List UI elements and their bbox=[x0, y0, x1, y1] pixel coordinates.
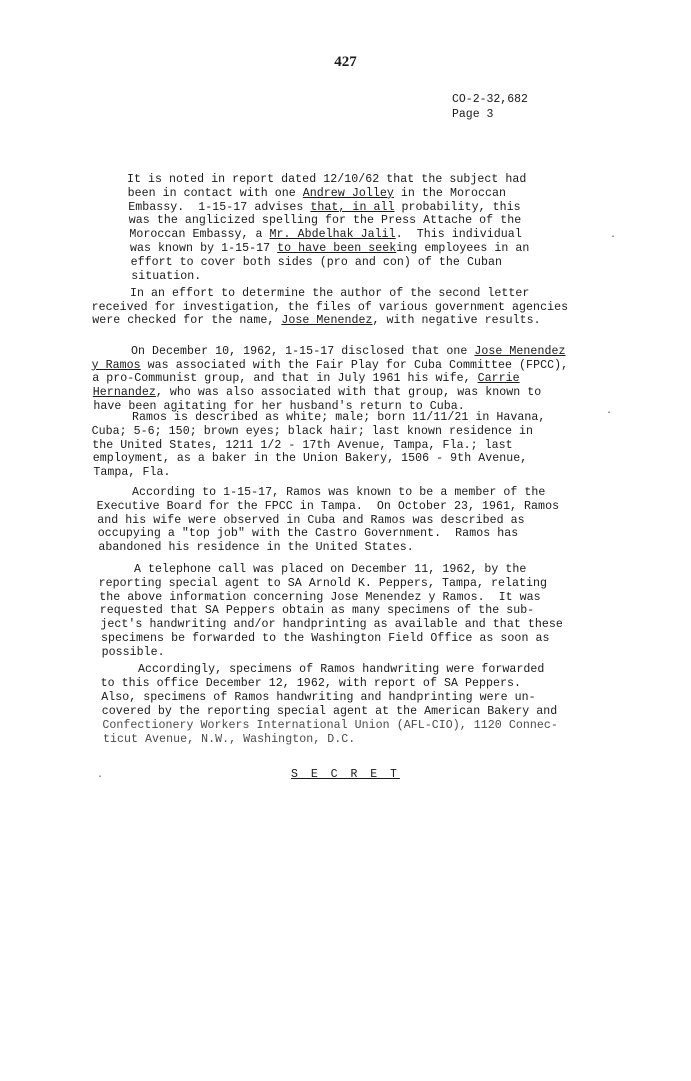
text-segment: specimens be forwarded to the Washington Field Office as soon as bbox=[101, 632, 550, 645]
text-line bbox=[100, 604, 534, 618]
text-line bbox=[101, 632, 549, 646]
text-segment: effort to cover both sides (pro and con) of the Cuban bbox=[130, 255, 502, 269]
text-line bbox=[134, 563, 526, 577]
margin-mark: · bbox=[606, 408, 613, 419]
underlined-text: Andrew Jolley bbox=[302, 186, 394, 200]
text-segment: A telephone call was placed on December 11, 1962, by the bbox=[134, 563, 527, 576]
text-segment: Executive Board for the FPCC in Tampa. On October 23, 1961, Ramos bbox=[96, 499, 560, 513]
text-segment: In an effort to determine the author of the second letter bbox=[130, 287, 530, 300]
text-segment: received for investigation, the files of various government agencies bbox=[91, 300, 569, 314]
text-segment: to this office December 12, 1962, with report of SA Peppers. bbox=[100, 676, 522, 690]
text-segment: in the Moroccan bbox=[393, 186, 507, 200]
text-segment: ing employees in an bbox=[396, 242, 530, 255]
text-segment: and his wife were observed in Cuba and Ramos was described as bbox=[97, 513, 525, 527]
text-line bbox=[103, 733, 355, 747]
text-segment: Confectionery Workers International Union (AFL-CIO), 1120 Connec- bbox=[102, 718, 558, 732]
text-segment: Also, specimens of Ramos handwriting and handprinting were un- bbox=[101, 690, 536, 704]
text-segment: ject's handwriting and/or handprinting as available and that these bbox=[100, 618, 563, 632]
text-line bbox=[102, 705, 557, 719]
underlined-text: Hernandez bbox=[92, 386, 156, 400]
text-line bbox=[93, 452, 527, 466]
text-line bbox=[92, 372, 519, 386]
text-segment: was known by 1-15-17 bbox=[130, 242, 278, 255]
text-line bbox=[130, 287, 529, 301]
classification-footer bbox=[0, 768, 691, 781]
file-number: CO-2-32,682 bbox=[452, 93, 528, 106]
text-line bbox=[97, 514, 524, 528]
text-line bbox=[92, 439, 512, 453]
underlined-text: Jose Menendez bbox=[281, 314, 373, 328]
text-segment: ticut Avenue, N.W., Washington, D.C. bbox=[103, 732, 356, 746]
text-segment: possible. bbox=[101, 645, 165, 659]
text-line bbox=[100, 618, 563, 632]
text-segment: been in contact with one bbox=[127, 186, 303, 200]
text-line bbox=[97, 500, 560, 514]
text-segment: abandoned his residence in the United States. bbox=[98, 541, 414, 555]
text-line bbox=[92, 425, 533, 439]
text-line bbox=[98, 541, 413, 555]
text-segment: It is noted in report dated 12/10/62 that the subject had bbox=[127, 173, 527, 186]
text-segment: . This individual bbox=[395, 228, 522, 242]
text-segment: Cuba; 5-6; 150; brown eyes; black hair; last known residence in bbox=[91, 424, 534, 438]
text-line bbox=[128, 187, 506, 201]
text-segment: On December 10, 1962, 1-15-17 disclosed that one bbox=[131, 345, 475, 358]
text-line bbox=[101, 691, 535, 705]
text-line bbox=[101, 677, 521, 691]
text-line bbox=[93, 386, 541, 400]
text-segment: employment, as a baker in the Union Bakery, 1506 - 9th Avenue, bbox=[92, 452, 528, 466]
text-segment: situation. bbox=[131, 269, 202, 283]
text-line bbox=[131, 270, 201, 284]
text-segment: the above information concerning Jose Menendez y Ramos. It was bbox=[99, 590, 541, 604]
underlined-text: y Ramos bbox=[91, 358, 141, 372]
text-line bbox=[129, 214, 521, 228]
text-line bbox=[102, 646, 165, 660]
text-segment: occupying a "top job" with the Castro Government. Ramos has bbox=[97, 527, 519, 541]
text-line bbox=[131, 345, 565, 359]
text-line bbox=[132, 486, 545, 500]
text-segment: requested that SA Peppers obtain as many specimens of the sub- bbox=[99, 604, 535, 618]
text-line bbox=[102, 719, 557, 733]
text-line bbox=[131, 256, 502, 270]
classification-marking: S E C R E T bbox=[291, 768, 400, 781]
text-segment: Embassy. 1-15-17 advises bbox=[128, 200, 311, 214]
text-line bbox=[99, 591, 540, 605]
text-segment: Moroccan Embassy, a bbox=[129, 228, 270, 242]
underlined-text: Jose Menendez bbox=[474, 345, 566, 358]
text-segment: , who was also associated with that group, was known to bbox=[155, 386, 542, 400]
reference-block bbox=[452, 92, 528, 122]
text-line bbox=[92, 359, 569, 373]
underlined-text: Mr. Abdelhak Jalil bbox=[269, 228, 396, 242]
margin-mark: · bbox=[610, 232, 617, 243]
text-segment: , with negative results. bbox=[372, 314, 541, 328]
text-segment: Accordingly, specimens of Ramos handwriting were forwarded bbox=[138, 663, 545, 676]
text-segment: were checked for the name, bbox=[92, 314, 282, 328]
text-line bbox=[138, 663, 544, 677]
underlined-text: that, in all bbox=[310, 200, 395, 214]
underlined-text: to have been seek bbox=[277, 242, 397, 255]
text-line bbox=[99, 577, 547, 591]
text-segment: reporting special agent to SA Arnold K. Peppers, Tampa, relating bbox=[98, 576, 548, 590]
page-number: 427 bbox=[334, 54, 357, 70]
text-segment: the United States, 1211 1/2 - 17th Avenue, Tampa, Fla.; last bbox=[92, 438, 513, 452]
text-line bbox=[129, 228, 521, 242]
margin-mark: · bbox=[97, 772, 104, 783]
text-segment: Ramos is described as white; male; born 11/11/21 in Havana, bbox=[132, 411, 546, 424]
text-segment: According to 1-15-17, Ramos was known to be a member of the bbox=[132, 486, 546, 499]
text-line bbox=[92, 314, 541, 328]
text-line bbox=[98, 527, 518, 541]
text-segment: probability, this bbox=[394, 200, 521, 214]
text-segment: was associated with the Fair Play for Cuba Committee (FPCC), bbox=[140, 358, 569, 372]
text-line bbox=[93, 466, 170, 480]
text-segment: covered by the reporting special agent at the American Bakery and bbox=[101, 704, 558, 718]
text-line bbox=[92, 301, 569, 315]
text-line bbox=[130, 242, 529, 256]
underlined-text: Carrie bbox=[477, 372, 520, 386]
text-line bbox=[128, 201, 520, 215]
text-segment: was the anglicized spelling for the Press Attache of the bbox=[128, 214, 522, 228]
text-segment: a pro-Communist group, and that in July 1961 his wife, bbox=[92, 372, 478, 386]
page-label: Page 3 bbox=[452, 108, 494, 121]
text-line bbox=[127, 173, 526, 187]
text-segment: have been agitating for her husband's return to Cuba. bbox=[93, 399, 465, 413]
text-line bbox=[132, 411, 545, 425]
text-segment: Tampa, Fla. bbox=[93, 466, 171, 480]
